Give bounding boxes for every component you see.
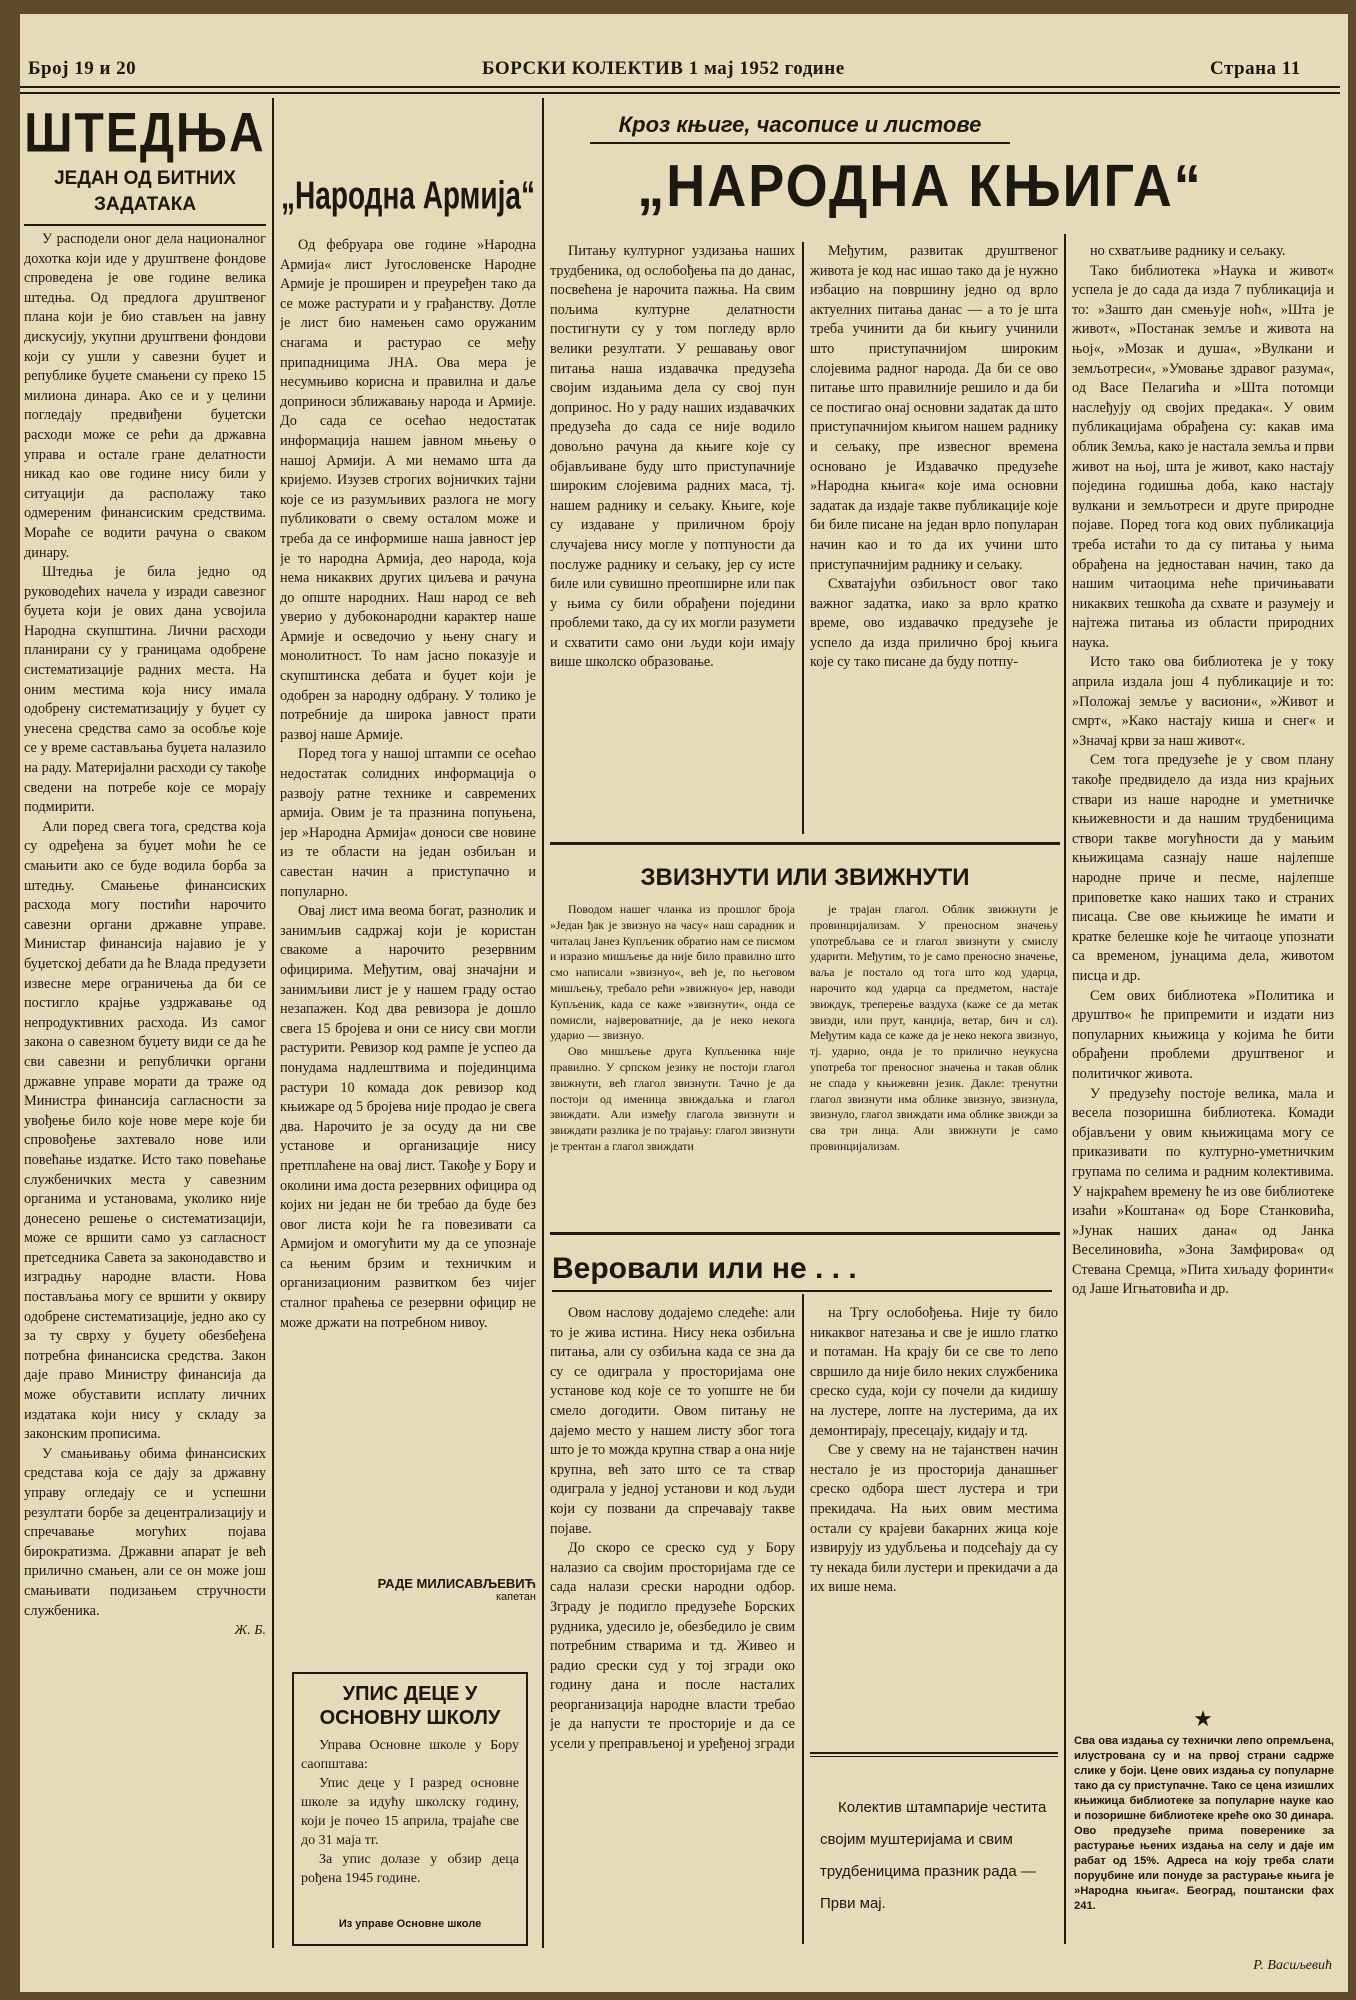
section-rule: [550, 842, 1060, 845]
enrolment-title: УПИС ДЕЦЕ У ОСНОВНУ ШКОЛУ: [319, 1683, 501, 1729]
paragraph: Од фебруара ове године »Народна Армија« лист Југословенске Народне Армије је проширен и преуређен тако да се може растурати и у грађанству. Дотле је лист био намењен само оружаним снагама и растурао се међу припадницима ЈНА. Ова мера је несумњиво корисна и правилна и даље доприноси зближавању народа и Армије. До сада се осећао недостатак информација нашем јавном мњењу о нашој Армији. А ми немамо шта да кријемо. Изузев строгих војничких тајни које се из разумљивих разлога не могу публиковати о свему осталом може и треба да се информише наша јавност јер је то народна Армија, део народа, која нема никаквих других циљева и рачуна до опште народних. Наш народ се већ уверио у дубоконародни карактер наше Армије и осведочио у њену снагу и монолитност. То нам јасно показује и скупштинска дебата и буџет који је одобрен за народну одбрану. У толико је потребније да широка јавност прати развој наше Армије.: [280, 237, 536, 743]
paragraph: Поводом нашег чланка из прошлог броја »Један ђак је звизнуо на часу« наш сарадник и читалац Јанез Купљеник обратио нам се писмом и изразио мишљење да није било правилно што смо написали »звизнуо«, већ је, по његовом мишљењу, требало рећи »звижнуо« јер, наводи Купљеник, када се каже »звизнути«, онда се помисли, највероватније, да је неко некога ударио — звизнуо.: [550, 902, 795, 1043]
paragraph: Питању културног уздизања наших трудбеника, од ослобођења па до данас, посвећена је нарочита пажња. На свим пољима културне делатности постигнути су у том погледу врло велики резултати. У решавању овог питања наша издавачка предузећа својим издањима дела су свој пун допринос. Но у раду наших издавачких предузећа до сада се није водило довољно рачуна да књиге које су објављиване буду што приступачније широким слојевима радних маса, тј. нашем раднику и сељаку. Књиге, које су издаване у приличном броју случајева нису могле у потпуности да послуже раднику и сељаку, јер су исте биле или сувишно преопширне или пак у њима су били обрађени поједини проблеми тако, да су их могли разумети и схватити само они људи који имају више школско образовање.: [550, 243, 795, 671]
paragraph: Ово мишљење друга Купљеника није правилно. У српском језику не постоји глагол звижнути, већ глагол звизнути. Тачно је да постоји од именица звиждаљка и глагол звиждати. Али између глагола звизнути и звиждати разлика је по трајању: глагол звизнути је трентан а глагол звиждати: [550, 1044, 795, 1153]
savings-article: [24, 102, 266, 1895]
paragraph: Међутим, развитак друштвеног живота је код нас ишао тако да је нужно избацио на површину једно од врло актуелних питања данас — а то је шта треба учинити да би књигу учинили што приступачнијом широким слојевима радног народа. Да би се ово питање што правилније решило и да би се постигао онај основни задатак да што приступачнијом књигом нашем раднику и сељаку, пре извесног времена основано је Издавачко предузеће »Народна књига« које има основни задатак да издаје такве публикације које би биле писане на један врло популаран начин као и то да их учини што приступачнијим раднику и сељаку.: [810, 243, 1058, 573]
greeting-rule: [810, 1752, 1058, 1754]
paragraph: на Тргу ослобођења. Није ту било никаквог натезања и све је ишло глатко и потаман. На крају би се све то лепо свршило да није било неких службеника среско суда, који су почели да кидишу на лустере, лопте на лустерима, да их демонтирају, пресецају, кидају и тд.: [810, 1305, 1058, 1439]
zviznuti-col-b: [810, 902, 1058, 1222]
enrolment-body: [301, 1736, 519, 1918]
paragraph: Сем ових библиотека »Политика и друштво« ће припремити и издати низ популарних књижица у којима ће бити обрађени проблеми друштвеног и политичког живота.: [1072, 987, 1334, 1082]
school-enrolment-box: [292, 1672, 528, 1946]
paragraph: је трајан глагол. Облик звижнути је провинцијализам. У преносном значењу употребљава се и глагол звизнути у смислу ударити. Међутим, то је само преносно значење, ваља је постало од тога што код ударца, нарочито код ударца са предметом, настаје звиждук, треперење ваздуха (каже се да метак звизди, или прут, канџија, ветар, бич и сл). Међутим када се каже да је неко некога звизнуо, тј. ударио, онда је то прилично неукусна употреба тог преносног значења и такав облик не спада у књижевни језик. Дакле: тренутни глагол звизнути има облике звизнуо, звизнула, звизнуло, глагол звиждати има облике звижди за сва три лица. Али звижнути је само провинцијализам.: [810, 902, 1058, 1153]
page-number: Страна 11: [1210, 58, 1301, 79]
books-signature: Р. Васиљевић: [1253, 1958, 1332, 1973]
zviznuti-col-a: [550, 902, 795, 1222]
header-rule-2: [20, 92, 1340, 94]
paragraph: Сем тога предузеће је у свом плану такође предвидело да изда низ крајњих ствари из наше народне и уметничке књижевности и да нашим трудбеницима створи такве могућности да у мањим књижицама сазнају наше најлепше народне приче и песме, најлепше приповетке како наших тако и страних писаца. Све ове књижице ће имати и кратке белешке које ће читаоце упознати са временом, јунацима дела, животом писца и др.: [1072, 752, 1334, 984]
header-rule: [20, 86, 1340, 88]
books-col-c: [1072, 242, 1334, 1692]
books-title: „НАРОДНА КЊИГА“: [637, 153, 1203, 219]
enrolment-signature: Из управе Основне школе: [338, 1918, 482, 1930]
paragraph: Управа Основне школе у Бору саопштава:: [301, 1738, 519, 1772]
paragraph: У предузећу постоје велика, мала и весела позоришна библиотека. Комади објављени у овим књижицама могу се приказивати по културно-уметничким групама по селима и радним колективима. У најкраћем времену ће из ове библиотеке изаћи »Коштана« од Боре Станковића, »Јунак наших дана« од Јанка Веселиновића, »Зона Замфирова« од Стевана Сремца, »Пита хиљаду форинти« од Јаше Игњатовића и др.: [1072, 1085, 1334, 1298]
column-rule: [542, 98, 544, 1948]
books-note: [1074, 1734, 1334, 1944]
signature: Ж. Б.: [234, 1623, 266, 1639]
army-signature: РАДЕ МИЛИСАВЉЕВИЋ: [377, 1576, 536, 1591]
note-text: Сва ова издања су технички лепо опремљена, илустрована су и на првој страни садрже слике у боји. Цене ових издања су популарне тако да су приступачне. Тако се цена изишлих књижица библиотеке за популарне науке као и позоришне библиотеке креће око 30 динара. Ово предузеће прима поверенике за растурање њених издања на селу и даје им рабат од 15%. Адреса на коју треба слати поруџбине или понуде за растурање књига је »Народна књига«. Београд, поштански фах 241.: [1074, 1735, 1334, 1912]
paragraph: Овом наслову додајемо следеће: али то је жива истина. Нису нека озбиљна питања, али су озбиљна када се зна да су се одиграла у просторијама оне установе код које се то уопште не би смело догодити. Овом питању не дајемо место у нашем листу због тога што је то можда крупна ствар а она није крупна, већ зато што се та ствар одиграла у једној установи и код људи који су позвани да спречавају такве појаве.: [550, 1305, 795, 1537]
army-body: [280, 236, 536, 1576]
verovali-col-a: [550, 1304, 795, 1944]
verovali-title: Веровали или не . . .: [552, 1252, 857, 1285]
column-rule: [1064, 234, 1066, 1944]
paragraph: У смањивању обима финансиских средстава која се дају за државну управу огледају се и успешни резултати борбе за децентрализацију и спречавање могућих појава бирократизма. Државни апарат је већ прилично смањен, али се он може још смањивати подизањем стручности службеника.: [24, 1445, 266, 1619]
paragraph: Штедња је била једно од руководећих начела у изради савезног буџета који је ових дана усвојила Народна скупштина. Лични расходи планирани су у границама одобрене систематизације радних места. На оним местима која нису имала одобрену систематизацију у буџет су унесена средства само за особље које се у време састављања буџета налазило на раду. Материјални расходи су такође сведени на потребе које се морају подмирити.: [24, 564, 266, 816]
army-signature-title: капетан: [496, 1591, 536, 1603]
books-col-b: [810, 242, 1058, 838]
zviznuti-title: ЗВИЗНУТИ ИЛИ ЗВИЖНУТИ: [640, 864, 970, 891]
savings-body: [24, 230, 266, 1895]
title-rule: [24, 224, 266, 226]
books-col-a: [550, 242, 795, 838]
paragraph: Колектив штампарије честита својим муштеријама и свим трудбеницима празник рада — Први мај.: [820, 1799, 1047, 1912]
greeting-rule-2: [810, 1756, 1058, 1757]
army-article: [280, 164, 536, 1603]
paragraph: Исто тако ова библиотека је у току априла издала још 4 публикације и то: »Положај земље у васиони«, »Живот и смрт«, »Како настају киша и снег« и »Значај крви за наш живот«.: [1072, 654, 1334, 749]
issue-number: Број 19 и 20: [28, 58, 137, 79]
savings-title: ШТЕДЊА: [24, 102, 266, 164]
army-title: „Народна Армија“: [281, 173, 535, 217]
newspaper-page: [20, 14, 1348, 1992]
paragraph: До скоро се среско суд у Бору налазио са својим просторијама где се сада налази срески народни одбор. Зграду је подигло предузеће Борских рудника, удесило је, обезбедило је свим потребним стварима и тд. Живео и радио срески суд у тој згради око годину дана и после насталих реорганизација народне власти требао је да напусти те просторије и да се усели у преправљеној и уређеној згради: [550, 1540, 795, 1753]
paragraph: Тако библиотека »Наука и живот« успела је до сада да изда 7 публикација и то: »Зашто дан смењује ноћ«, »Шта је живот«, »Постанак земље и живота на њој«, »Мозак и душа«, »Вулкани и земљотреси«, »Умовање здравог разума«, од Васе Пелагића и »Шта потомци наслеђују од својих предака«. У овим публикацијама обрађена су: какав има облик Земља, како је настала земља и први живот на њој, шта је живот, како настају поједина годишња доба, како настају вулкани и земљотреси и друге природне појаве. Поред тога код ових публикација треба истаћи то да су питања у њима обрађена на једноставан начин, тако да нашим читаоцима неће причињавати никаквих тешкоћа да схвате и разумеју и најтежа питања из области природних наука.: [1072, 262, 1334, 651]
masthead: БОРСКИ КОЛЕКТИВ 1 мај 1952 године: [482, 58, 845, 79]
paragraph: Овај лист има веома богат, разнолик и занимљив садржај који је користан свакоме а нарочито резервним официрима. Међутим, овај значајни и занимљиви лист је у нашем граду остао незапажен. Код два ревизора је дошло свега 15 бројева и они се нису сви могли растурити. Ревизор код рампе је успео да понудама надлештвима и појединцима растури 10 комада док ревизор код књижаре од 5 бројева није продао је свега два. Нарочито је за осуду да ни све установе и организације нису претплаћене на овај лист. Такође у Бору и околини има доста резервних официра од којих ни један не би требао да буде без овог листа који ће га повезивати са Армијом и омогућити му да се упознаје са њеним брзим и техничким и организационим развитком без чијег сталног праћења се резервни официр не може држати на потребном нивоу.: [280, 903, 536, 1331]
paragraph: У расподели оног дела националног дохотка који иде у друштвене фондове спроведена је ове године велика штедња. Од предлога друштвеног плана који је био стављен на јавну дискусију, укупни друштвени фондови који су ушли у савезни буџет и републике буџете смањени су преко 15 милиона динара. Ако се и у целини погледају предвиђени буџетски расходи може се рећи да државна управа и остале гране делатности никад као ове године нису били у ситуацији да располажу тако одмереним финансиским средствима. Мораће се водити рачуна о сваком динару.: [24, 231, 266, 561]
paragraph: Упис деце у I разред основне школе за идућу школску годину, који је почео 15 априла, трајаће све до 31 маја тг.: [301, 1776, 519, 1848]
column-rule: [802, 242, 804, 834]
paragraph: Поред тога у нашој штампи се осећао недостатак солидних информација о развоју ратне технике и савремених армија. Овим је та празнина попуњена, јер »Народна Армија« доноси све новине из те области на један озбиљан и савестан начин а приступачно и популарно.: [280, 746, 536, 900]
paragraph: Све у свему на не тајанствен начин нестало је из просторија данашњег среско одбора шест лустера и три прекидача. На њих овим местима остали су крајеви бакарних жица које извирују из удубљења и подсећају да су ту некада били лустери и прекидачи а да их више нема.: [810, 1442, 1058, 1596]
column-rule: [802, 1294, 804, 1944]
printing-greeting: [820, 1792, 1050, 1942]
title-rule: [552, 1290, 1052, 1292]
section-rule: [550, 1232, 1060, 1235]
paragraph: За упис долазе у обзир деца рођена 1945 године.: [301, 1852, 519, 1886]
paragraph: но схватљиве раднику и сељаку.: [1090, 243, 1286, 259]
kicker-rule: [590, 142, 1010, 144]
column-rule: [272, 98, 274, 1948]
verovali-col-b: [810, 1304, 1058, 1744]
paragraph: Али поред свега тога, средства која су одређена за буџет моћи ће се смањити ако се буде водила борба за штедњу. Смањење финансиских расхода могу постићи нарочито савезни органи државне управе. Министар финансија најавио је у буџетској дебати да ће Влада предузети извесне мере ограничења да би се постигло крајње уздржавање од непродуктивних расхода. Из самог закона о савезном буџету види се да ће сви савезни и републички органи државне управе морати да траже од Министра финансија сагласности за увођење било које нове мере које би спровођење захтевало нове или повећање издатке. Исто тако повећање службеничких места у савезним органима и установама, уколико није донесено решење о систематизацији, може се вршити само уз сагласност претседника Савета за законодавство и изградњу народне власти. Нова постављања могу се вршити у оквиру одобрене систематизације, једно ако су за ту сврху у буџету обезбеђена потребна финансиска средства. Закон даје право Министру финансија да може обуставити исплату личних издатака који нису у складу за законским прописима.: [24, 818, 266, 1443]
paragraph: Схватајући озбиљност овог тако важног задатка, иако за врло кратко време, ово издавачко предузеће је успело да изда прилично број књига које су тако писане да буду потпу-: [810, 576, 1058, 671]
savings-subtitle: ЈЕДАН ОД БИТНИХ ЗАДАТАКА: [54, 168, 236, 215]
books-kicker: Кроз књиге, часописе и листове: [618, 112, 982, 137]
star-separator: ★: [1193, 1706, 1213, 1731]
